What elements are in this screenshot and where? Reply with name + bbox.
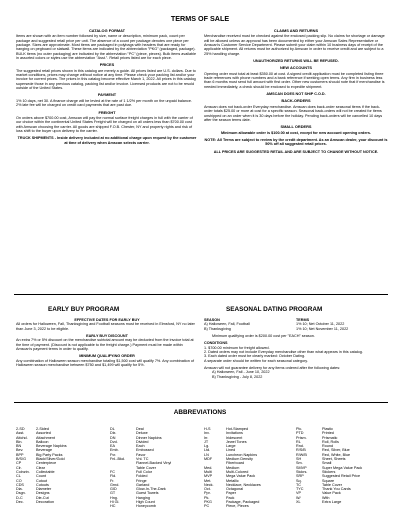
abbreviation-meaning: Diameter <box>36 487 52 492</box>
abbreviation-key: Ppr. <box>204 491 211 496</box>
abbreviation-meaning: Metallic <box>226 478 239 483</box>
abbreviation-key: HC <box>110 504 116 509</box>
seasonal-title: SEASONAL DATING PROGRAM <box>226 306 323 313</box>
abbreviation-key: Asst. <box>16 431 25 436</box>
abbreviation-meaning: Roll, Rolls <box>322 439 339 444</box>
abbreviation-meaning: Guest Towels <box>136 491 159 496</box>
abbreviation-meaning: Red, White, Blue <box>322 452 351 457</box>
abbreviation-meaning: Printed <box>322 431 334 436</box>
abbreviation-key: CL <box>16 474 21 479</box>
abbreviation-key: Bln. <box>16 439 23 444</box>
early-buy-paragraph: All orders for Halloween, Fall, Thanksgiving and Football seasons must be received in Elmsford, NY no later than June 3, 2022 to be eligible. <box>16 322 195 331</box>
terms-right-notice: UNAUTHORIZED RETURNS WILL BE REFUSED. <box>253 59 339 64</box>
abbreviation-column <box>296 427 388 504</box>
abbreviation-meaning: Small <box>322 461 332 466</box>
abbreviation-key: B/S/G <box>16 457 27 462</box>
abbreviation-meaning: Stickers <box>322 469 336 474</box>
seasonal-min-order: Minimum qualifying order is $200.00 cost per "EACH" season. <box>212 334 315 339</box>
abbreviation-key: Met. <box>204 478 212 483</box>
abbreviation-key: RL <box>296 439 301 444</box>
abbreviation-meaning: Each <box>136 444 145 449</box>
abbreviation-key: PKG <box>204 500 212 505</box>
deadline-item: B) Thanksgiving - July 8, 2022 <box>212 374 263 379</box>
abbreviation-key: FC <box>110 469 115 474</box>
abbreviation-meaning: Invitations <box>226 431 243 436</box>
terms-left-column <box>16 29 198 148</box>
abbreviation-meaning: Medium <box>226 465 240 470</box>
abbreviation-key: XL <box>296 500 301 505</box>
abbreviation-row <box>16 500 108 504</box>
abbreviation-meaning: Balloon <box>36 439 49 444</box>
terms-right-notice: ALL PRICES ARE SUGGESTED RETAIL AND ARE SUBJECT TO CHANGE WITHOUT NOTICE. <box>213 149 379 154</box>
terms-right-notice: AMSCAN DOES NOT SHIP C.O.D. <box>266 92 326 97</box>
terms-right-column <box>204 29 388 157</box>
abbreviation-key: Plc. <box>296 427 303 431</box>
terms-right-heading: CLAIMS AND RETURNS <box>273 28 319 33</box>
abbreviation-key: JT <box>204 439 209 444</box>
abbreviation-meaning: Full Color <box>136 469 153 474</box>
abbreviation-key: Grnd. <box>110 482 120 487</box>
abbreviation-meaning: Flannel-Backed Vinyl <box>136 461 172 466</box>
abbreviation-meaning: Cutouts <box>36 482 49 487</box>
season-label: SEASON <box>204 318 220 322</box>
early-buy-heading: MINIMUM QUALIFYING ORDER <box>79 354 135 359</box>
abbreviation-meaning: Clear <box>36 465 45 470</box>
abbreviation-meaning: Multi-Colored <box>226 469 249 474</box>
abbreviation-key: Neck. <box>204 482 214 487</box>
abbreviation-key: TC <box>296 482 301 487</box>
abbreviation-key: R/S/B <box>296 448 306 453</box>
abbreviation-meaning: Favor <box>136 452 146 457</box>
abbreviation-key: CDS <box>16 482 24 487</box>
abbreviation-key: Hi Gl. <box>110 500 120 505</box>
seasonal-row <box>204 327 388 331</box>
abbreviation-key: Ltd. <box>204 448 211 453</box>
abbreviation-key: SMVP <box>296 465 307 470</box>
abbreviation-key: TYC <box>296 487 304 492</box>
abbreviation-column <box>204 427 296 509</box>
abbreviation-key: CO <box>16 478 22 483</box>
terms-left-heading: CATALOG FORMAT <box>88 28 126 33</box>
abbreviation-key: Clr. <box>16 465 22 470</box>
abbreviation-key: Fld. <box>110 474 117 479</box>
terms-right-paragraph: Opening order must total at least $350.00 at cost. A signed credit application must be completed listing three trade references with phone numbers and a bank reference if seeking open terms. Any firm in business less than 6 months must send full amount with first order. Other new customers should note that if merchandise is needed immediately, a check should be enclosed to expedite shipment. <box>204 71 385 89</box>
abbreviation-key: PC <box>204 504 210 509</box>
abbreviation-key: Rnd. <box>296 444 304 449</box>
abbreviation-meaning: Extra Large <box>322 500 342 505</box>
abbreviation-meaning: Necklace, Necklaces <box>226 482 261 487</box>
abbreviation-meaning: Designs <box>36 491 50 496</box>
abbreviation-meaning: Folded <box>136 474 148 479</box>
seasonal-footer: Amscan will not guarantee delivery for any items ordered after the following dates: <box>204 366 341 371</box>
abbreviation-key: Dvd. <box>110 439 118 444</box>
terms-left-paragraph: 1% 10 days, net 30. A finance charge will be levied at the rate of 1 1/2% per month on the unpaid balance. 2% late fee will be charged on credit card payments that are past due. <box>16 98 192 108</box>
season-name: B) Thanksgiving <box>204 326 231 331</box>
terms-left-paragraph: On orders above $700.00 cost, Amscan will pay the normal surface freight charges in full with the carrier of our choice within the continental United States Freight will be charged on all orders less than $700.00 cost with Amscan choosing the carrier. All goods are shipped F.O.B. Chester, NY and property rights and risk of loss shift to the buyer upon delivery to the carrier. <box>16 115 193 133</box>
abbreviation-key: MDF <box>204 457 213 462</box>
abbreviation-meaning: Deluxe <box>136 431 148 436</box>
abbreviation-meaning: Thank You Cards <box>322 487 351 492</box>
abbreviation-meaning: Suggested Retail Price <box>322 474 361 479</box>
abbreviation-key: CP <box>16 461 22 466</box>
abbreviation-meaning: Red, Silver, Blue <box>322 448 350 453</box>
abbreviation-meaning: Embossed <box>136 448 154 453</box>
abbreviation-key: Inv. <box>204 431 210 436</box>
abbreviation-meaning: Super Mega Value Pack <box>322 465 363 470</box>
deadline-item: A) Halloween, Fall - June 10, 2022 <box>212 370 270 375</box>
abbreviation-key: SH <box>296 457 302 462</box>
abbreviation-key: Dsgn. <box>16 491 26 496</box>
abbreviation-meaning: Centerpiece <box>36 461 57 466</box>
abbreviation-key: MVP <box>204 474 213 479</box>
abbreviation-meaning: High Count <box>136 500 155 505</box>
terms-right-paragraph: Merchandise received must be checked against the enclosed packing slip. No claims for shortage or damage will be allowed unless an approval has been documented by either your Amscan Sales Representative or Amscan's Customer Service Department. Please submit your claim within 10 business days of receipt of the applicable shipment. All returns must be authorized by Amscan in order to receive credit and are subject to a 25% handling charge. <box>204 34 385 56</box>
early-buy-title: EARLY BUY PROGRAM <box>48 306 120 313</box>
abbreviation-key: Med. <box>204 465 213 470</box>
season-terms: 1% 10; Net October 11, 2022 <box>296 322 345 327</box>
terms-left-paragraph: Items are shown with an item number followed by size, name or description, minimum pack, count per package and suggested retail price per unit. The absence of a count per package denotes one piece per package. Sizes are approximate. Most items are packaged in polybags with headers that are ready for hanging on pegboard or slatwall. These items are indicated by the abbreviation "PKG" (packaged, package). BULK items (no outer packaging) are indicated by the abbreviation "PC" (piece, pieces). Bulk items available in assorted colors or styles use the abbreviation "Asst.". Retail prices listed are for each piece. <box>16 34 197 61</box>
season-name: A) Halloween, Fall, Football <box>204 322 250 327</box>
abbreviation-meaning: Decoration <box>36 500 55 505</box>
abbreviation-key: Oct. <box>204 487 211 492</box>
abbreviation-key: EA <box>110 444 116 449</box>
abbreviation-key: SRP <box>296 474 304 479</box>
divider-top <box>14 294 388 295</box>
conditions-label: CONDITIONS <box>204 341 228 346</box>
condition-item: 2. Dated orders may not include Everyday merchandise other than what appears in this catalog. <box>204 350 363 355</box>
abbreviation-key: Lg. <box>204 444 210 449</box>
abbreviation-key: Fvr. <box>110 452 117 457</box>
abbreviation-key: D-C <box>16 495 23 500</box>
abbreviation-meaning: Beverage Napkins <box>36 444 67 449</box>
early-buy-heading: EFFECTIVE DATES FOR EARLY BUY <box>74 318 140 322</box>
abbreviation-meaning: Piece, Pieces <box>226 504 249 509</box>
abbreviation-key: VP <box>296 491 302 496</box>
terms-left-heading: PRICES <box>99 62 115 68</box>
abbreviation-meaning: Jewel Tones <box>226 439 247 444</box>
condition-item: A separate order should be written for each seasonal category. <box>204 358 308 363</box>
abbreviation-key: R/W/B <box>296 452 307 457</box>
terms-right-heading: BACK-ORDERS <box>281 98 311 104</box>
abbreviation-key: Pk. <box>204 495 210 500</box>
abbreviation-meaning: Table Cover <box>322 482 343 487</box>
abbreviation-key: Attchd. <box>16 435 28 440</box>
terms-right-paragraph: Amscan does not back-order Everyday merchandise. Amscan does back-order seasonal items if the back-order totals $25.00 or more at cost for a specific season. Seasonal back-orders will not be created for items unshipped on an order when it is 30 days before the holiday. Pending back-orders will be cancelled 10 days after the season terms date. <box>204 104 383 122</box>
terms-left-heading: FREIGHT <box>98 109 116 115</box>
abbreviation-key: Irr. <box>204 435 209 440</box>
abbreviation-key: BPP <box>16 452 24 457</box>
seasonal-section <box>204 318 388 379</box>
abbreviation-meaning: Table Cover <box>136 465 157 470</box>
abbreviation-meaning: Lined <box>226 448 236 453</box>
abbreviation-meaning: Beverage <box>36 448 53 453</box>
abbreviation-meaning: Pack <box>226 495 235 500</box>
abbreviation-row <box>204 504 296 508</box>
abbreviation-key: Prism. <box>296 435 307 440</box>
abbreviation-key: Dlx. <box>110 431 117 436</box>
abbreviation-meaning: Plastic <box>322 427 334 431</box>
abbreviation-key: Fnl.-Bkd. <box>110 457 126 462</box>
abbreviation-key: DN <box>110 435 116 440</box>
abbreviation-key: H-S <box>204 427 211 431</box>
terms-right-heading: NEW ACCOUNTS <box>279 65 313 71</box>
condition-item: 1. $700.00 minimum for freight allowed. <box>204 345 270 350</box>
abbreviation-meaning: With <box>322 495 330 500</box>
abbreviation-key: DL <box>110 427 115 431</box>
abbreviation-meaning: Hot-Stamped <box>226 427 249 431</box>
early-buy-section <box>16 318 198 370</box>
abbreviation-key: PTD <box>296 431 304 436</box>
abbreviation-column <box>16 427 108 504</box>
abbreviation-meaning: Divided <box>136 439 149 444</box>
terms-left-notice: TRUCK SHIPMENTS - Inside delivery included at no additional charge upon request by the customer at time of delivery when Amscan selects carrier. <box>17 136 197 145</box>
terms-right-heading: SMALL ORDERS <box>280 124 312 130</box>
abbreviation-key: LN <box>204 452 209 457</box>
abbreviation-meaning: Big Party Packs <box>36 452 63 457</box>
terms-left-paragraph: The suggested retail prices shown in this catalog are merely a guide. All prices listed are U.S. dollars. Due to market conditions, prices may change without notice at any time. Please check your packing list and/or your invoice for current prices. The prices in this catalog become effective March 1, 2022. All prices in this catalog supersede those in any previous catalog, packing list and/or invoice. Licensed products are not to be resold outside of the United States. <box>16 68 196 91</box>
abbreviation-key: BN <box>16 444 22 449</box>
abbreviation-key: W/ <box>296 495 301 500</box>
abbreviation-key: Dia. <box>16 487 23 492</box>
abbreviation-key: Multi <box>204 469 212 474</box>
abbreviation-key: 2-SD <box>16 427 25 431</box>
terms-title: TERMS OF SALE <box>170 14 230 23</box>
abbreviation-meaning: Vnl. TC <box>136 457 149 462</box>
abbreviation-meaning: Fiberboard <box>226 461 245 466</box>
abbreviation-meaning: Package, Packaged <box>226 500 260 505</box>
abbreviation-meaning: Glow-In-The-Dark <box>136 487 166 492</box>
abbreviation-meaning: Octagonal <box>226 487 244 492</box>
abbreviation-meaning: Attachment <box>36 435 55 440</box>
abbreviation-key: GID <box>110 487 117 492</box>
abbreviation-meaning: Paper <box>226 491 237 496</box>
terms-label: TERMS <box>296 318 310 322</box>
abbreviation-meaning: Black/Silver/Gold <box>36 457 65 462</box>
terms-right-notice: NOTE: All Terms are subject to review by the credit department. As an Amscan dealer, your discount is 50% off all suggested retail prices. <box>204 137 388 147</box>
abbreviation-meaning: Die-Cut <box>36 495 49 500</box>
abbreviation-meaning: Collectable <box>36 469 55 474</box>
abbreviation-key: Stckrs. <box>296 469 308 474</box>
terms-left-heading: PAYMENT <box>97 92 117 98</box>
abbreviation-meaning: Value Pack <box>322 491 341 496</box>
abbreviation-meaning: Large <box>226 444 236 449</box>
abbreviation-key: Emb. <box>110 448 119 453</box>
early-buy-paragraph: Any combination of Halloween season merchandise totaling $1,500 cost will qualify 7%. Any combination of Halloween season merchandise between $750 and $1,499 will qualify for 5%. <box>16 358 195 368</box>
abbreviation-meaning: Dinner Napkins <box>136 435 162 440</box>
abbreviation-key: Sm. <box>296 461 303 466</box>
abbreviation-meaning: Honeycomb <box>136 504 157 509</box>
abbreviation-key: Hng. <box>110 495 118 500</box>
abbreviation-row <box>110 504 202 508</box>
season-terms: 1% 10; Net November 11, 2022 <box>296 326 349 331</box>
abbreviation-meaning: Round <box>322 444 334 449</box>
abbreviation-meaning: Luncheon Napkins <box>226 452 258 457</box>
divider-bottom <box>14 402 388 403</box>
abbreviation-meaning: Medium Density <box>226 457 253 462</box>
abbreviation-row <box>296 500 388 504</box>
abbreviation-meaning: Square <box>322 478 335 483</box>
abbreviation-meaning: Iridescent <box>226 435 243 440</box>
abbreviation-meaning: Sheet, Sheets <box>322 457 346 462</box>
early-buy-paragraph: An extra 7% or 5% discount on the merchandise subtotal amount may be deducted from the invoice total at the time of payment. (Discount is not applicable to the freight charge.) Payment must be made within Amscan's payment terms in order to qualify. <box>16 338 194 352</box>
abbreviation-key: Fr. <box>110 478 115 483</box>
terms-right-notice: Minimum allowable order is $100.00 at cost, except for new account opening orders. <box>220 130 372 135</box>
abbreviation-meaning: Garland <box>136 482 150 487</box>
abbreviation-key: Bev. <box>16 448 24 453</box>
abbreviation-meaning: 2-Sided <box>36 427 49 431</box>
abbreviation-meaning: Prismatic <box>322 435 338 440</box>
abbreviation-key: Dec. <box>16 500 24 505</box>
abbreviation-meaning: Fringe <box>136 478 147 483</box>
abbreviation-meaning: Assorted <box>36 431 51 436</box>
abbreviation-meaning: Hanging <box>136 495 150 500</box>
abbreviation-key: GT <box>110 491 116 496</box>
abbreviation-key: Sq. <box>296 478 302 483</box>
abbreviation-key: Colnztn. <box>16 469 30 474</box>
abbreviation-meaning: Cutout <box>36 478 48 483</box>
early-buy-heading: EARLY BUY DISCOUNT <box>86 334 128 339</box>
abbreviation-meaning: Count <box>36 474 47 479</box>
abbreviation-meaning: Deal <box>136 427 144 431</box>
condition-item: 3. Each dated order must be clearly marked: October Dating. <box>204 354 306 359</box>
abbreviations-title: ABBREVIATIONS <box>173 409 227 416</box>
abbreviation-meaning: Mega Value Pack <box>226 474 256 479</box>
abbreviation-column <box>110 427 202 509</box>
